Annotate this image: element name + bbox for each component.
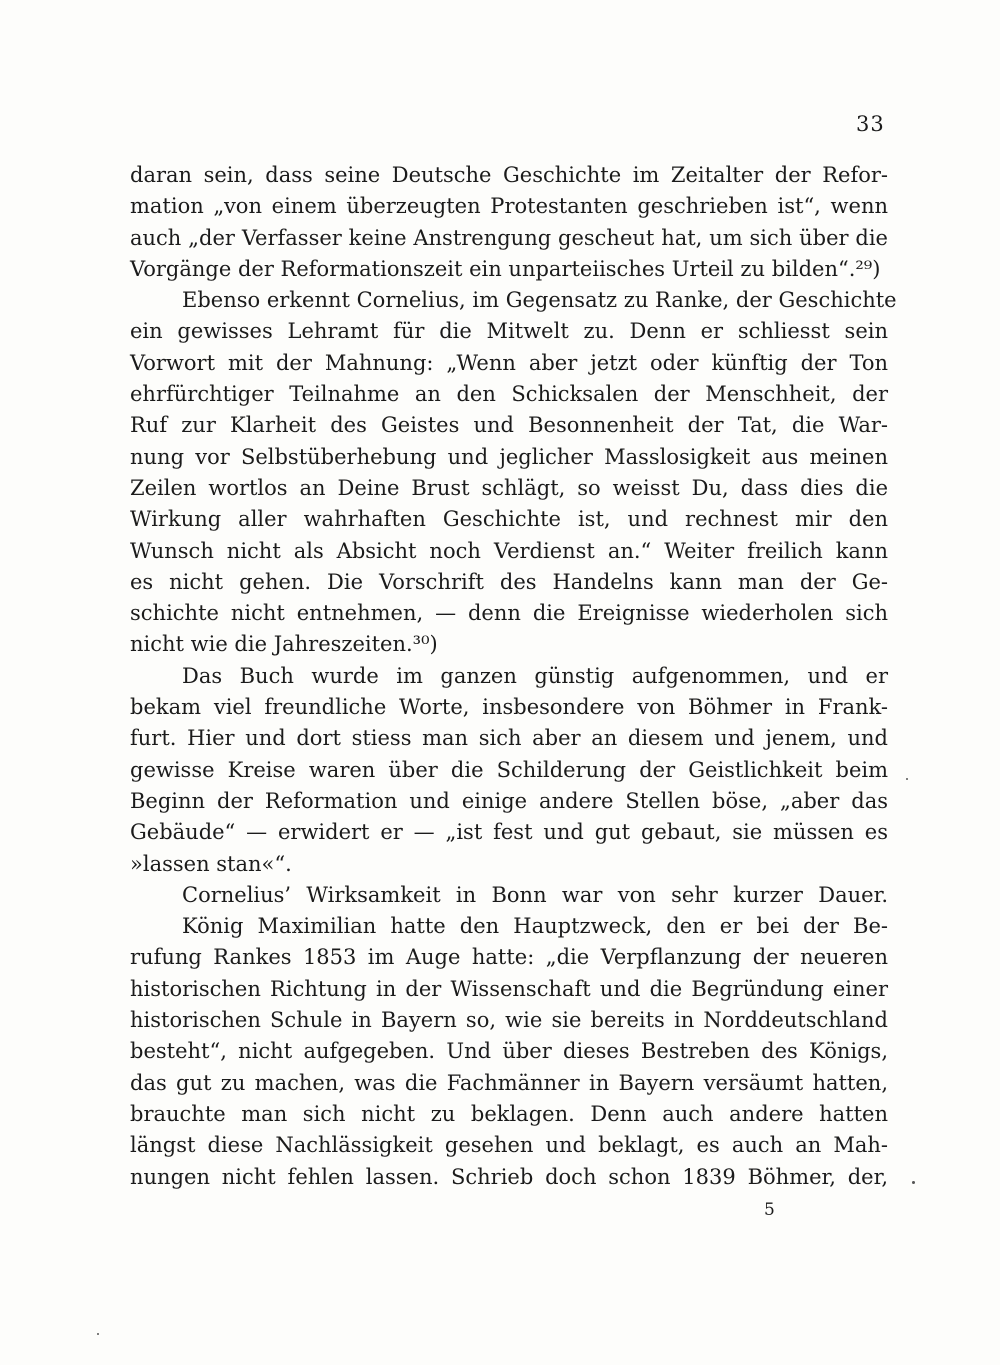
text-line: daran sein, dass seine Deutsche Geschichte im Zeitalter der Refor- [130,163,888,187]
text-line: furt. Hier und dort stiess man sich aber an diesem und jenem, und [130,726,888,751]
text-line: Das Buch wurde im ganzen günstig aufgenommen, und er [182,663,888,688]
text-line: historischen Richtung in der Wissenschaft und die Begründung einer [130,976,888,1001]
text-line: besteht“, nicht aufgegeben. Und über dieses Bestreben des Königs, [130,1039,888,1064]
text-line: bekam viel freundliche Worte, insbesondere von Böhmer in Frank- [130,695,888,720]
text-line: längst diese Nachlässigkeit gesehen und beklagt, es auch an Mah- [130,1133,888,1158]
text-line: König Maximilian hatte den Hauptzweck, den er bei der Be- [182,914,888,939]
print-speck [97,1333,99,1335]
print-speck [906,778,908,780]
text-line: »lassen stan«“. [130,851,292,876]
text-line: Wirkung aller wahrhaften Geschichte ist, und rechnest mir den [130,507,888,532]
text-line: mation „von einem überzeugten Protestanten geschrieben ist“, wenn [130,194,888,219]
text-line: Ruf zur Klarheit des Geistes und Besonnenheit der Tat, die War- [130,413,888,438]
text-line: Ebenso erkennt Cornelius, im Gegensatz zu Ranke, der Geschichte [182,288,897,313]
text-line: nung vor Selbstüberhebung und jeglicher Masslosigkeit aus meinen [130,444,888,469]
text-line: auch „der Verfasser keine Anstrengung gescheut hat, um sich über die [130,225,888,250]
text-line: gewisse Kreise waren über die Schilderung der Geistlichkeit beim [130,757,888,782]
page-number: 33 [856,112,885,136]
text-line: Beginn der Reformation und einige andere Stellen böse, „aber das [130,788,888,813]
text-line: es nicht gehen. Die Vorschrift des Handelns kann man der Ge- [130,569,888,594]
text-line: Cornelius’ Wirksamkeit in Bonn war von sehr kurzer Dauer. [182,882,888,907]
text-line: Zeilen wortlos an Deine Brust schlägt, so weisst Du, dass dies die [130,475,888,500]
text-line: schichte nicht entnehmen, — denn die Ereignisse wiederholen sich [130,601,888,626]
text-line: ein gewisses Lehramt für die Mitwelt zu. Denn er schliesst sein [130,319,888,344]
body-text [130,160,897,1193]
text-line: Vorgänge der Reformationszeit ein unparteiisches Urteil zu bilden“.²⁹) [130,256,881,281]
text-line: historischen Schule in Bayern so, wie sie bereits in Norddeutschland [130,1008,888,1033]
text-line: rufung Rankes 1853 im Auge hatte: „die Verpflanzung der neueren [130,945,888,970]
text-line: nicht wie die Jahreszeiten.³⁰) [130,632,438,657]
text-line: nungen nicht fehlen lassen. Schrieb doch schon 1839 Böhmer, der, [130,1164,888,1189]
text-line: brauchte man sich nicht zu beklagen. Denn auch andere hatten [130,1101,888,1126]
text-line: Vorwort mit der Mahnung: „Wenn aber jetzt oder künftig der Ton [130,350,888,375]
print-speck [912,1181,915,1184]
text-line: Gebäude“ — erwidert er — „ist fest und gut gebaut, sie müssen es [130,820,888,845]
text-line: das gut zu machen, was die Fachmänner in Bayern versäumt hatten, [130,1070,888,1095]
text-line: Wunsch nicht als Absicht noch Verdienst an.“ Weiter freilich kann [130,538,888,563]
text-line: ehrfürchtiger Teilnahme an den Schicksalen der Menschheit, der [130,382,888,407]
signature-mark: 5 [764,1200,775,1220]
